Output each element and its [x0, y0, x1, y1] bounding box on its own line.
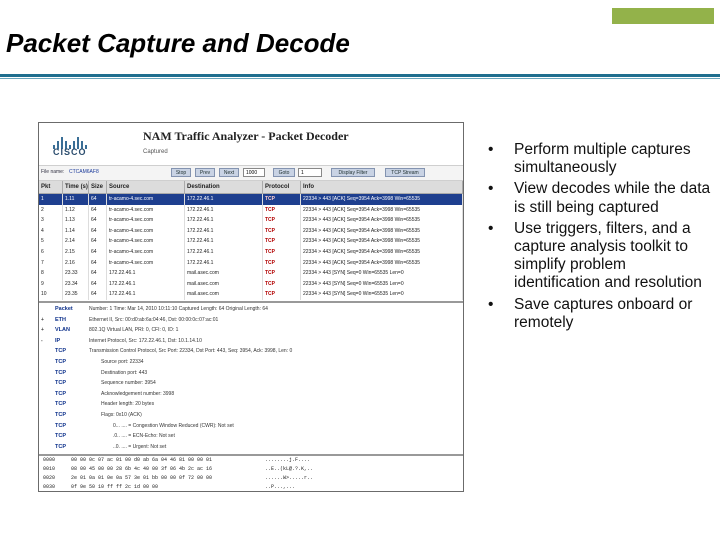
- cell-source: tr-acamo-4.sec.com: [107, 226, 185, 237]
- cell-size: 64: [89, 194, 107, 205]
- cell-info: 22334 > 443 [ACK] Seq=3954 Ack=3998 Win=65535: [301, 205, 463, 216]
- goto-button[interactable]: Goto: [273, 168, 295, 177]
- tree-node-text: Header length: 20 bytes: [101, 401, 155, 408]
- cell-info: 22334 > 443 [ACK] Seq=3954 Ack=3998 Win=65535: [301, 236, 463, 247]
- bullet-text: Save captures onboard or remotely: [514, 295, 693, 331]
- tree-node[interactable]: [39, 315, 463, 326]
- col-size[interactable]: Size: [89, 181, 107, 193]
- col-info[interactable]: Info: [301, 181, 463, 193]
- cell-destination: 172.22.46.1: [185, 236, 263, 247]
- tree-node-text: Destination port: 443: [101, 369, 148, 376]
- tree-node-name: TCP: [55, 443, 66, 450]
- cell-pkt: 4: [39, 226, 63, 237]
- cell-time: 1.14: [63, 226, 89, 237]
- cell-protocol: TCP: [263, 247, 301, 258]
- tree-node-text: Flags: 0x10 (ACK): [101, 411, 142, 418]
- col-source[interactable]: Source: [107, 181, 185, 193]
- cell-time: 1.12: [63, 205, 89, 216]
- bullet-dot: •: [488, 295, 494, 313]
- cell-time: 23.33: [63, 268, 89, 279]
- tree-node-name: TCP: [55, 433, 66, 440]
- cell-destination: 172.22.46.1: [185, 258, 263, 269]
- tree-node[interactable]: [39, 336, 463, 347]
- packet-list-header: [39, 181, 463, 194]
- cell-source: 172.22.46.1: [107, 268, 185, 279]
- tree-node-name: TCP: [55, 401, 66, 408]
- tree-node-text: Source port: 22334: [101, 358, 144, 365]
- cell-destination: mail.asec.com: [185, 289, 263, 300]
- hex-offset: 0000: [43, 457, 56, 463]
- packet-number-field[interactable]: 1000: [243, 168, 265, 177]
- accent-bar: [612, 8, 714, 24]
- bullet-item: [486, 220, 716, 293]
- hex-ascii: ........j.F....: [265, 457, 311, 463]
- cell-protocol: TCP: [263, 205, 301, 216]
- tree-node-name: IP: [55, 337, 61, 344]
- expand-toggle-icon[interactable]: +: [41, 316, 44, 323]
- cell-info: 22334 > 443 [ACK] Seq=3954 Ack=3998 Win=65535: [301, 194, 463, 205]
- cell-protocol: TCP: [263, 236, 301, 247]
- file-label: File name:: [41, 169, 65, 175]
- tree-node-name: TCP: [55, 422, 66, 429]
- cell-size: 64: [89, 205, 107, 216]
- cell-size: 64: [89, 268, 107, 279]
- cell-source: tr-acamo-4.sec.com: [107, 236, 185, 247]
- tree-node-text: ..0. .... = Urgent: Not set: [113, 443, 167, 450]
- cell-source: tr-acamo-4.sec.com: [107, 258, 185, 269]
- display-filter-button[interactable]: Display Filter: [331, 168, 375, 177]
- cell-time: 2.14: [63, 236, 89, 247]
- pane-splitter[interactable]: [39, 301, 463, 303]
- cell-info: 22334 > 443 [ACK] Seq=3954 Ack=3998 Win=65535: [301, 226, 463, 237]
- cell-pkt: 8: [39, 268, 63, 279]
- tree-node-text: .0.. .... = ECN-Echo: Not set: [113, 433, 175, 440]
- cell-size: 64: [89, 289, 107, 300]
- cell-pkt: 9: [39, 279, 63, 290]
- hex-row: [39, 465, 463, 474]
- cell-destination: 172.22.46.1: [185, 205, 263, 216]
- cell-info: 22334 > 443 [SYN] Seq=0 Win=65535 Len=0: [301, 289, 463, 300]
- tree-node-text: Number: 1 Time: Mar 14, 2010 10:11:10 Captured Length: 64 Original Length: 64: [89, 306, 268, 312]
- tree-node-text: Internet Protocol, Src: 172.22.46.1, Dst: 10.1.14.10: [89, 337, 202, 344]
- packet-row[interactable]: [39, 289, 463, 300]
- cell-size: 64: [89, 279, 107, 290]
- cell-source: tr-acamo-4.sec.com: [107, 247, 185, 258]
- hex-row: [39, 483, 463, 492]
- cell-time: 2.15: [63, 247, 89, 258]
- cell-size: 64: [89, 215, 107, 226]
- tree-node[interactable]: [39, 325, 463, 336]
- prev-button[interactable]: Prev: [195, 168, 215, 177]
- decoder-toolbar: [39, 165, 463, 181]
- packet-row[interactable]: [39, 247, 463, 258]
- hex-ascii: ......W>.....r..: [265, 475, 314, 481]
- packet-row[interactable]: [39, 226, 463, 237]
- cell-time: 23.35: [63, 289, 89, 300]
- tree-node-name: TCP: [55, 348, 66, 355]
- tree-node-name: Packet: [55, 306, 73, 312]
- next-button[interactable]: Next: [219, 168, 239, 177]
- app-title: NAM Traffic Analyzer - Packet Decoder: [143, 129, 349, 143]
- hex-ascii: ..E..(kL@.?.K,..: [265, 466, 314, 472]
- tree-node-text: 0... .... = Congestion Window Reduced (CWR): Not set: [113, 422, 234, 429]
- tree-node[interactable]: [39, 442, 463, 453]
- tree-node[interactable]: [39, 357, 463, 368]
- tree-node[interactable]: [39, 399, 463, 410]
- bullet-dot: •: [488, 180, 494, 198]
- app-header: [39, 123, 463, 163]
- tree-node-name: ETH: [55, 316, 66, 323]
- tree-node-text: Transmission Control Protocol, Src Port: 22334, Dst Port: 443, Seq: 3954, Ack: 3998, Len: 0: [89, 348, 293, 355]
- cell-info: 22334 > 443 [SYN] Seq=0 Win=65535 Len=0: [301, 279, 463, 290]
- cell-source: 172.22.46.1: [107, 279, 185, 290]
- tree-node[interactable]: [39, 431, 463, 442]
- tree-node[interactable]: [39, 410, 463, 421]
- tcp-stream-button[interactable]: TCP Stream: [385, 168, 425, 177]
- cell-size: 64: [89, 247, 107, 258]
- tree-node[interactable]: [39, 421, 463, 432]
- tree-node-name: TCP: [55, 369, 66, 376]
- hex-bytes: 0f 9e 50 10 ff ff 2c 1d 00 00: [71, 484, 159, 490]
- tree-node-name: TCP: [55, 358, 66, 365]
- hex-bytes: 08 00 45 00 00 28 6b 4c 40 00 3f 06 4b 2c ac 16: [71, 466, 213, 472]
- cell-source: tr-acamo-4.sec.com: [107, 205, 185, 216]
- hex-row: [39, 456, 463, 465]
- tree-node-name: TCP: [55, 411, 66, 418]
- packet-row[interactable]: [39, 279, 463, 290]
- tree-node-text: 802.1Q Virtual LAN, PRI: 0, CFI: 0, ID: 1: [89, 327, 179, 334]
- slide-title: Packet Capture and Decode: [6, 28, 350, 58]
- tree-node[interactable]: [39, 378, 463, 389]
- tree-node[interactable]: [39, 389, 463, 400]
- stop-button[interactable]: Stop: [171, 168, 191, 177]
- bullet-item: [486, 141, 716, 177]
- packet-row[interactable]: [39, 258, 463, 269]
- cell-time: 1.13: [63, 215, 89, 226]
- tree-node[interactable]: [39, 304, 463, 315]
- hex-ascii: ..P...,...: [265, 484, 296, 490]
- cell-pkt: 2: [39, 205, 63, 216]
- cell-source: tr-acamo-4.sec.com: [107, 215, 185, 226]
- bullet-item: [486, 180, 716, 216]
- goto-field[interactable]: 1: [298, 168, 322, 177]
- packet-row[interactable]: [39, 205, 463, 216]
- hex-offset: 0020: [43, 475, 56, 481]
- cell-pkt: 10: [39, 289, 63, 300]
- cell-pkt: 5: [39, 236, 63, 247]
- file-name-link[interactable]: CTCAM6AF8: [69, 169, 99, 175]
- tree-node-text: Acknowledgement number: 3998: [101, 390, 175, 397]
- cell-info: 22334 > 443 [ACK] Seq=3954 Ack=3998 Win=65535: [301, 258, 463, 269]
- packet-row[interactable]: [39, 236, 463, 247]
- cell-pkt: 1: [39, 194, 63, 205]
- cell-destination: 172.22.46.1: [185, 247, 263, 258]
- cell-info: 22334 > 443 [SYN] Seq=0 Win=65535 Len=0: [301, 268, 463, 279]
- col-pkt[interactable]: Pkt: [39, 181, 63, 193]
- cell-protocol: TCP: [263, 226, 301, 237]
- cell-time: 23.34: [63, 279, 89, 290]
- bullet-item: [486, 296, 716, 332]
- bullet-text: Use triggers, filters, and a capture analysis toolkit to simplify problem identification and resolution: [514, 219, 702, 292]
- hex-row: [39, 474, 463, 483]
- cell-time: 2.16: [63, 258, 89, 269]
- cell-size: 64: [89, 226, 107, 237]
- cisco-logo-text: CISCO: [53, 147, 87, 157]
- packet-row[interactable]: [39, 194, 463, 205]
- title-rule: [0, 74, 720, 77]
- packet-row[interactable]: [39, 215, 463, 226]
- tree-node-name: TCP: [55, 380, 66, 387]
- cell-pkt: 3: [39, 215, 63, 226]
- cell-destination: 172.22.46.1: [185, 194, 263, 205]
- tree-node-name: TCP: [55, 390, 66, 397]
- cell-info: 22334 > 443 [ACK] Seq=3954 Ack=3998 Win=65535: [301, 215, 463, 226]
- packet-row[interactable]: [39, 268, 463, 279]
- cell-size: 64: [89, 236, 107, 247]
- cell-size: 64: [89, 258, 107, 269]
- hex-offset: 0030: [43, 484, 56, 490]
- packet-list: [39, 194, 463, 300]
- cell-protocol: TCP: [263, 268, 301, 279]
- cell-protocol: TCP: [263, 215, 301, 226]
- expand-toggle-icon[interactable]: -: [41, 337, 43, 344]
- hex-dump-pane: [39, 454, 463, 492]
- col-destination[interactable]: Destination: [185, 181, 263, 193]
- cell-protocol: TCP: [263, 279, 301, 290]
- cell-protocol: TCP: [263, 194, 301, 205]
- cell-destination: 172.22.46.1: [185, 215, 263, 226]
- hex-offset: 0010: [43, 466, 56, 472]
- decode-tree: [39, 304, 463, 453]
- cell-pkt: 6: [39, 247, 63, 258]
- col-protocol[interactable]: Protocol: [263, 181, 301, 193]
- col-time[interactable]: Time (s): [63, 181, 89, 193]
- cell-pkt: 7: [39, 258, 63, 269]
- hex-bytes: 00 00 0c 07 ac 01 00 d0 ab 6a 04 46 81 00 00 01: [71, 457, 213, 463]
- tree-node[interactable]: [39, 346, 463, 357]
- cell-protocol: TCP: [263, 258, 301, 269]
- tree-node-text: Ethernet II, Src: 00:d0:ab:6a:04:46, Dst: 00:00:0c:07:ac:01: [89, 316, 219, 323]
- tree-node[interactable]: [39, 368, 463, 379]
- cell-source: 172.22.46.1: [107, 289, 185, 300]
- cell-time: 1.11: [63, 194, 89, 205]
- cell-destination: mail.asec.com: [185, 268, 263, 279]
- bullet-text: Perform multiple captures simultaneously: [514, 141, 691, 177]
- captured-label: Captured: [143, 149, 168, 155]
- expand-toggle-icon[interactable]: +: [41, 327, 44, 334]
- bullet-dot: •: [488, 219, 494, 237]
- cell-destination: 172.22.46.1: [185, 226, 263, 237]
- cell-destination: mail.asec.com: [185, 279, 263, 290]
- nam-screenshot: [38, 122, 464, 492]
- cell-info: 22334 > 443 [ACK] Seq=3954 Ack=3998 Win=65535: [301, 247, 463, 258]
- cell-source: tr-acamo-4.sec.com: [107, 194, 185, 205]
- tree-node-name: VLAN: [55, 327, 70, 334]
- bullet-text: View decodes while the data is still being captured: [514, 180, 711, 216]
- bullet-dot: •: [488, 141, 494, 158]
- title-rule-thin: [0, 78, 720, 79]
- cell-protocol: TCP: [263, 289, 301, 300]
- feature-bullets: [486, 141, 716, 335]
- hex-bytes: 2e 01 0a 01 0e 0a 57 3e 01 bb 00 00 0f 72 00 00: [71, 475, 213, 481]
- tree-node-text: Sequence number: 3954: [101, 380, 156, 387]
